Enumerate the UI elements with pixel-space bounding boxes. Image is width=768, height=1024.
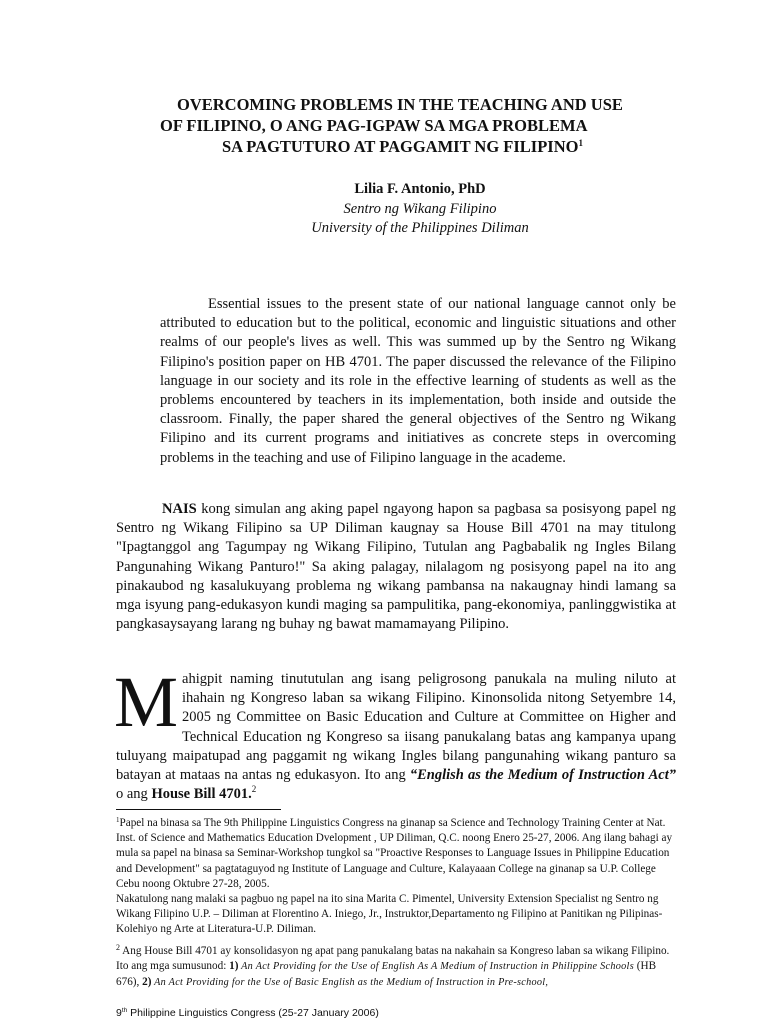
footnote-1-acknowledgement: Nakatulong nang malaki sa pagbuo ng papel na ito sina Marita C. Pimentel, University Extension Specialist ng Sentro ng Wikang Filipino U.P. – Diliman at Florentino A. Iniego, Jr., Instruktor,Departamento ng Filipino at Panitikan ng Pilipinas-Kolehiyo ng Arte at Literatura-U.P. Diliman. [116, 893, 663, 936]
footnote-2-act-1: An Act Providing for the Use of English As A Medium of Instruction in Philippine Schools [238, 961, 634, 973]
house-bill-name: House Bill 4701. [151, 786, 252, 803]
title-line-3 [160, 136, 680, 157]
author-university: University of the Philippines Diliman [311, 220, 529, 236]
author-affiliation: Sentro ng Wikang Filipino [343, 200, 497, 217]
drop-cap-letter: M [114, 662, 179, 742]
author-block [160, 180, 680, 239]
paragraph-2-connector: o ang [116, 786, 152, 803]
paragraph-2-text: ahigpit naming tinututulan ang isang peligrosong panukala na muling niluto at ihahain ng Kongreso laban sa wikang Filipino. Kinonsolida nitong Setyembre 14, 2005 ng Committee on Basic Education and Culture at Committee on Higher and Technical Education ng Kongreso sa iisang panukalang batas ang kampanya upang tuluyang maipatupad ang paggamit ng wikang Ingles bilang pangunahing wikang panturo sa batayan at mataas na antas ng edukasyon. Ito ang [116, 671, 676, 784]
footnote-2-mark: 2 [116, 943, 120, 952]
footnote-1-mark: 1 [116, 816, 120, 824]
title-line-1: OVERCOMING PROBLEMS IN THE TEACHING AND USE [177, 95, 623, 114]
footer-ordinal: th [121, 1007, 128, 1014]
footnote-2 [116, 944, 676, 990]
footnote-2-text: Ang House Bill 4701 ay konsolidasyon ng apat pang panukalang batas na nakahain sa Kongreso laban sa wikang Filipino. Ito ang mga sumusunod: [116, 945, 670, 973]
footnote-2-item-1-number: 1) [229, 960, 239, 973]
footnote-2-hb-1: (HB 676), [116, 960, 657, 988]
footer-text: Philippine Linguistics Congress (25-27 January 2006) [127, 1007, 379, 1019]
footnote-2-act-2: An Act Providing for the Use of Basic English as the Medium of Instruction in Pre-school, [151, 976, 549, 988]
paragraph-2-footnote-ref[interactable]: 2 [251, 784, 257, 795]
body-paragraph-1 [116, 500, 676, 634]
footnote-1 [116, 816, 676, 938]
body-paragraph-2 [114, 662, 676, 804]
page-footer [116, 1007, 676, 1020]
author-name: Lilia F. Antonio, PhD [354, 181, 486, 197]
title-line-3-text: SA PAGTUTURO AT PAGGAMIT NG FILIPINO [222, 137, 579, 156]
footnote-divider [116, 809, 281, 810]
paragraph-lead-word: NAIS [162, 501, 197, 517]
footer-congress-number: 9 [116, 1007, 122, 1019]
abstract-paragraph: Essential issues to the present state of our national language cannot only be attributed to education but to the political, economic and linguistic situations and other realms of our people's lives as well. This was summed up by the Sentro ng Wikang Filipino's position paper on HB 4701. The paper discussed the relevance of the Filipino language in our society and its role in the effective learning of students as well as the problems encountered by teachers in its implementation, both inside and outside the classroom. Finally, the paper shared the general objectives of the Sentro ng Wikang Filipino and its current programs and initiatives as concrete steps in overcoming problems in the teaching and use of Filipino language in the academe. [160, 296, 676, 466]
footnote-1-text: Papel na binasa sa The 9th Philippine Linguistics Congress na ginanap sa Science and Technology Training Center at Nat. Inst. of Science and Mathematics Education Dvelopment , UP Diliman, Q.C. noong Enero 25-27, 2006. Ang ilang bahagi ay mula sa papel na binasa sa Seminar-Workshop tungkol sa "Proactive Responses to Language Issues in Philippine Education and Development" sa pagtataguyod ng Institute of Language and Culture, Kalayaaan College na ginanap sa U.P. College Cebu noong Oktubre 27-28, 2005. [116, 817, 673, 890]
title-line-2: OF FILIPINO, O ANG PAG-IGPAW SA MGA PROBLEMA [160, 116, 588, 135]
act-title: “English as the Medium of Instruction Act” [409, 767, 676, 784]
paper-title [160, 94, 680, 157]
footnote-2-item-2-number: 2) [142, 975, 152, 988]
title-footnote-ref[interactable]: 1 [578, 138, 583, 148]
paragraph-1-text: kong simulan ang aking papel ngayong hapon sa pagbasa sa posisyong papel ng Sentro ng Wikang Filipino sa UP Diliman kaugnay sa House Bill 4701 na may titulong "Ipagtanggol ang Tagumpay ng Wikang Filipino, Tutulan ang Pagbabalik ng Ingles Bilang Pangunahing Wikang Panturo!" Sa aking palagay, nilalagom ng posisyong papel na ito ang pinakaubod ng kasalukuyang problema ng wikang pambansa na nakaugnay hindi lamang sa mga isyung pang-edukasyon kundi maging sa pampulitika, pang-ekonomiya, panlinggwistika at pangkasaysayang larang ng buhay ng bawat mamamayang Pilipino. [116, 501, 676, 633]
